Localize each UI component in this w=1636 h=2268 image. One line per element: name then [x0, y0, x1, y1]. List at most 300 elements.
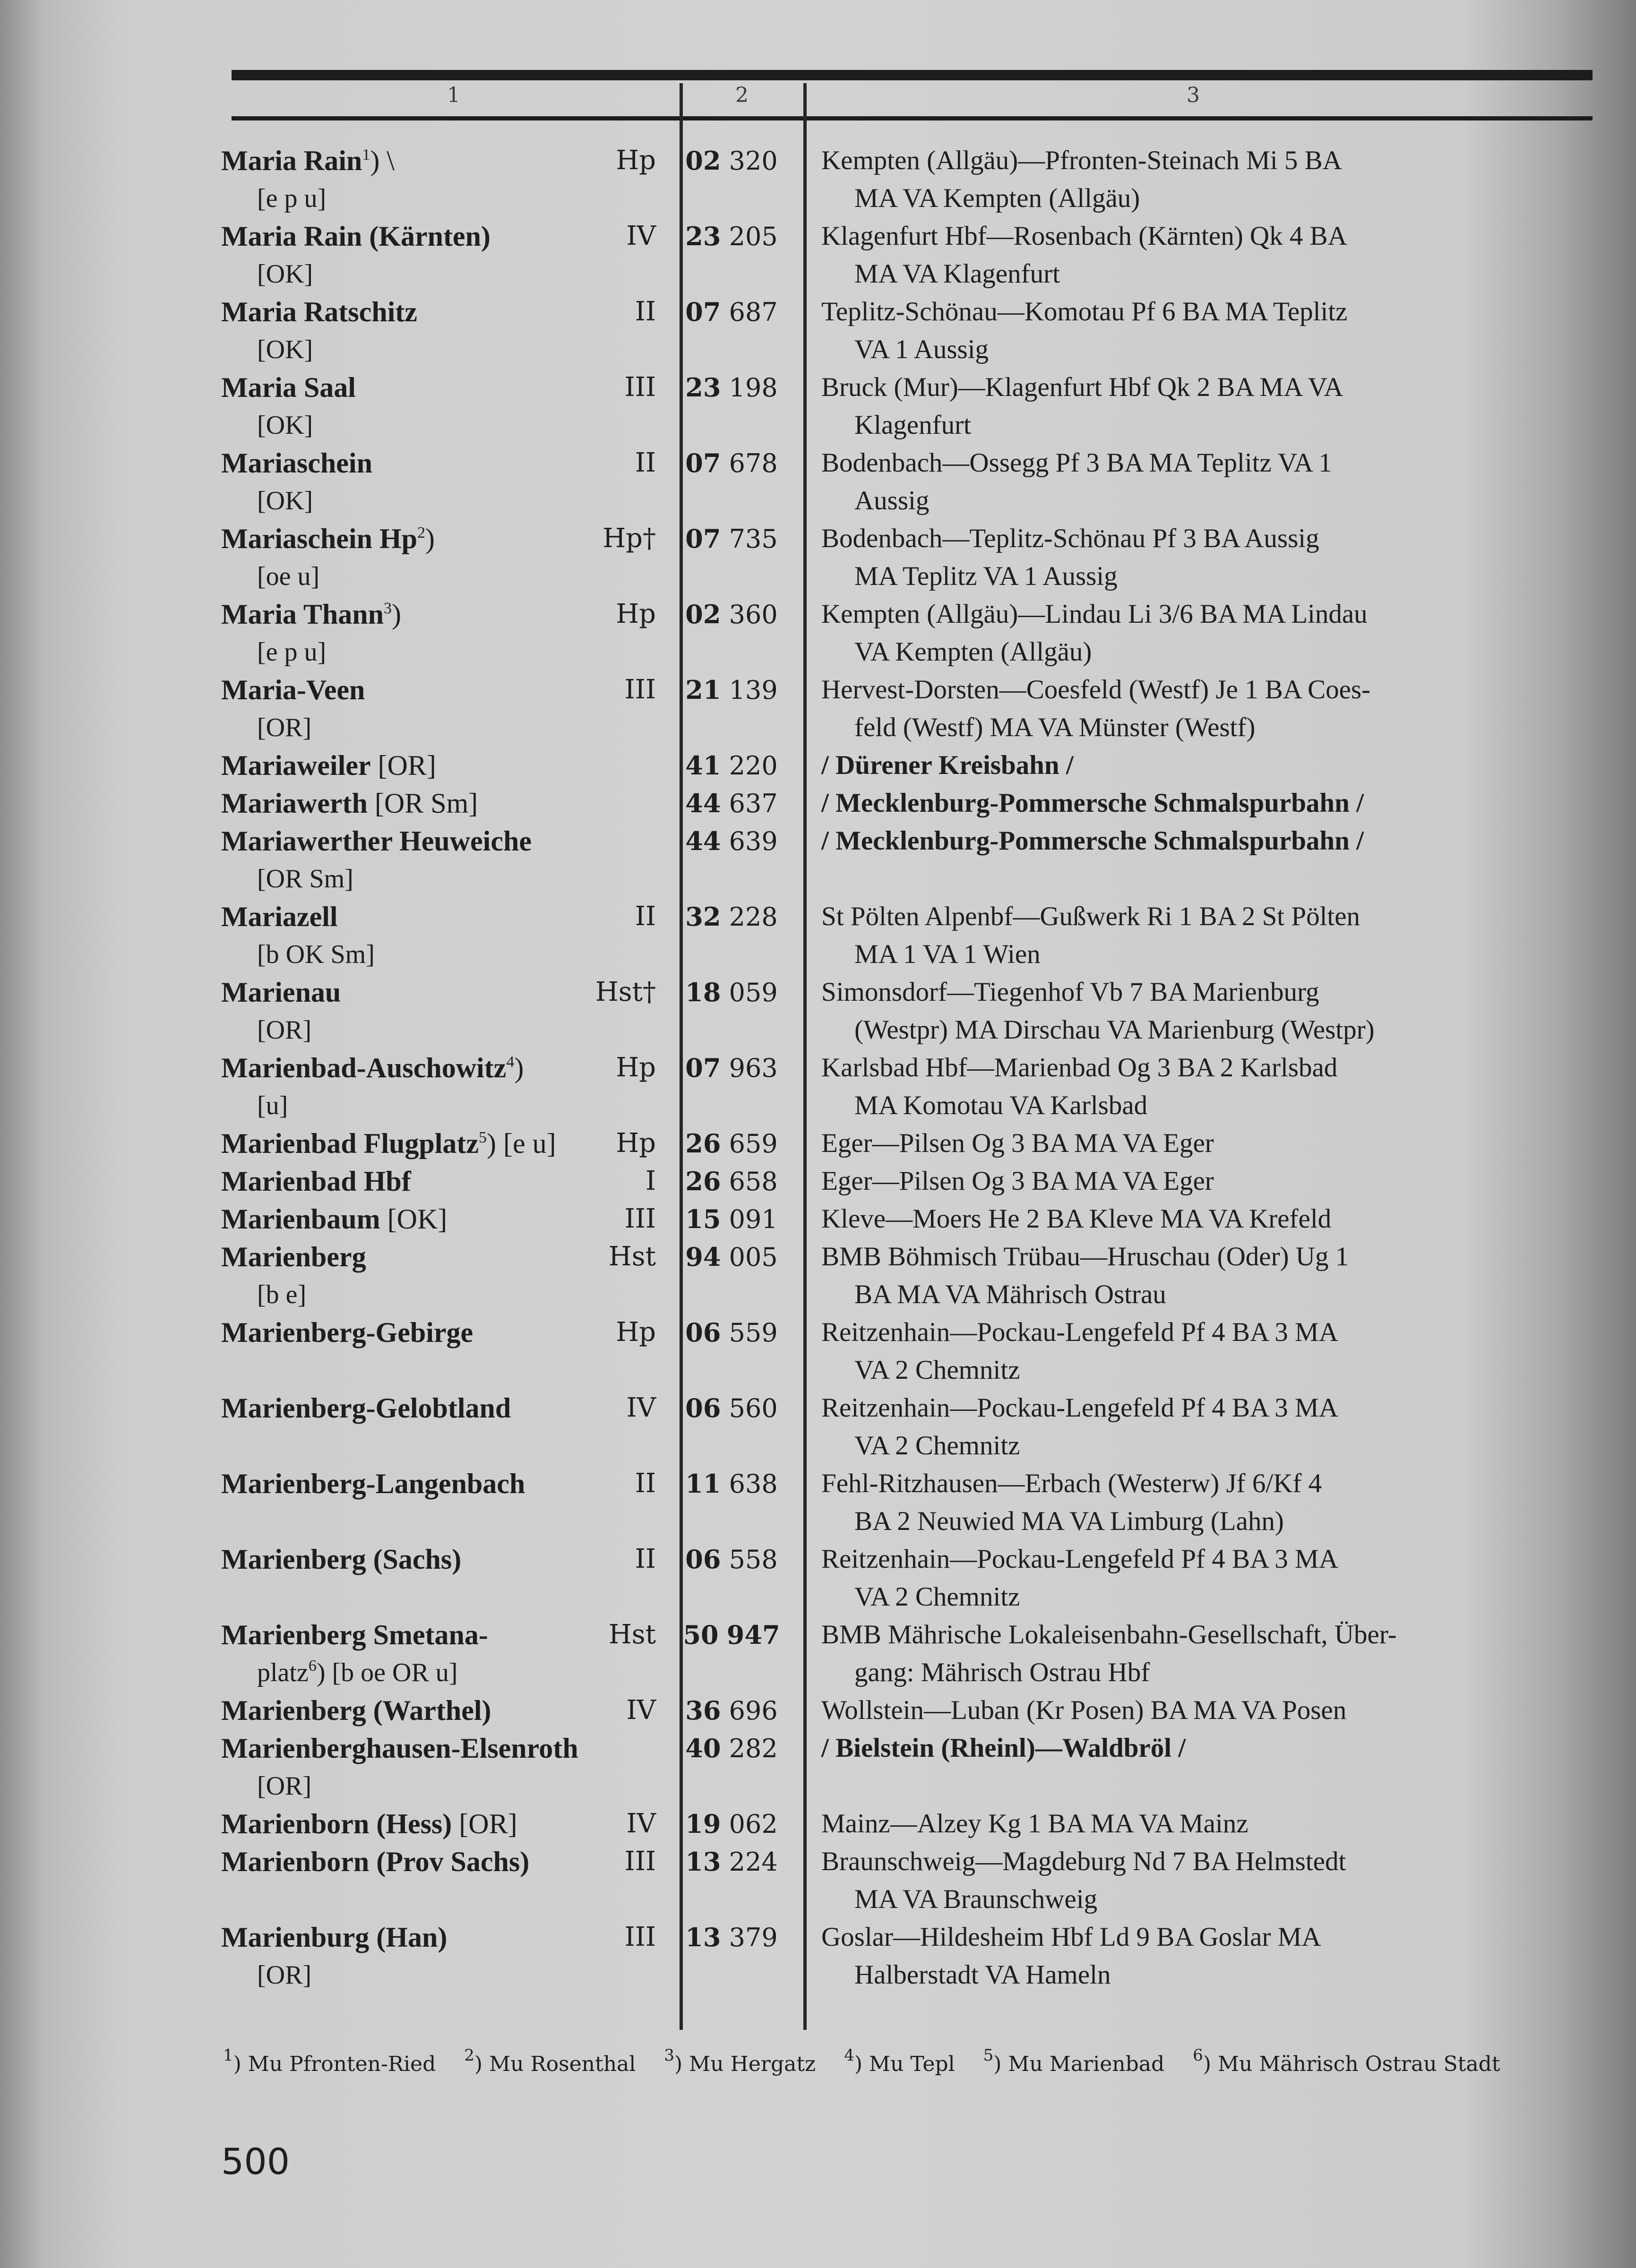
route-cell: [798, 369, 1563, 444]
table-row: [221, 1238, 1563, 1314]
route-text: Simonsdorf—Tiegenhof Vb 7 BA Marienburg: [821, 977, 1319, 1007]
route-text: Karlsbad Hbf—Marienbad Og 3 BA 2 Karlsbad: [821, 1053, 1338, 1082]
station-number-prefix: 06: [685, 1317, 721, 1348]
route-text: BMB Böhmisch Trübau—Hruschau (Oder) Ug 1: [821, 1242, 1349, 1271]
station-number-suffix: 198: [729, 373, 778, 403]
station-name-cell: [221, 1918, 533, 1994]
station-class: Hp: [616, 145, 656, 176]
station-name: [221, 1125, 556, 1162]
station-number: [665, 1729, 798, 1805]
station-name-text: Marienau: [221, 977, 341, 1008]
station-number: [665, 1843, 798, 1918]
table-row: [221, 1200, 1563, 1238]
station-number: [665, 1616, 798, 1692]
table-top-rule: [232, 70, 1593, 80]
station-name-cell: [221, 1049, 533, 1125]
route-cell: [798, 444, 1563, 520]
station-class: III: [624, 1203, 656, 1234]
table-row: [221, 1805, 1563, 1843]
station-number: [665, 822, 798, 898]
station-subline: [221, 482, 533, 520]
station-name-text: Maria Thann: [221, 599, 384, 630]
route-text-continued: gang: Mährisch Ostrau Hbf: [854, 1658, 1150, 1687]
route-text-continued: VA 1 Aussig: [854, 335, 989, 364]
route-text-continued: MA VA Kempten (Allgäu): [854, 183, 1140, 213]
station-name-text: Marienbad Hbf: [221, 1166, 411, 1197]
table-row: [221, 747, 1563, 784]
station-class: II: [635, 1468, 656, 1499]
footnote-mark: 1: [223, 2046, 233, 2065]
route-text-continued: BA MA VA Mährisch Ostrau: [854, 1280, 1166, 1309]
station-name-cell: [221, 1616, 533, 1692]
station-number-prefix: 07: [685, 1053, 721, 1083]
station-table: [221, 142, 1563, 1994]
route-text-continued: Halberstadt VA Hameln: [854, 1960, 1111, 1990]
station-number-prefix: 06: [685, 1393, 721, 1423]
footnote-paren: ): [1203, 2052, 1218, 2076]
table-row: [221, 1389, 1563, 1465]
station-number-prefix: 06: [685, 1544, 721, 1574]
station-name-cell: [221, 898, 533, 973]
route-cell: [798, 973, 1563, 1049]
route-text-continued: VA 2 Chemnitz: [854, 1582, 1020, 1612]
station-number: [665, 747, 798, 784]
station-number-suffix: 687: [729, 297, 778, 327]
route-text: Eger—Pilsen Og 3 BA MA VA Eger: [821, 1166, 1214, 1196]
station-number-suffix: 638: [729, 1469, 778, 1499]
station-class: IV: [626, 1392, 656, 1423]
station-subline-text: [oe u]: [257, 562, 320, 591]
station-name: [221, 217, 533, 255]
table-row: [221, 1540, 1563, 1616]
footnote-paren: ): [514, 1052, 524, 1083]
station-name-cell: [221, 293, 533, 369]
station-name-cell: [221, 1843, 533, 1918]
station-number-suffix: 282: [729, 1734, 778, 1763]
station-class: II: [635, 296, 656, 327]
station-class: Hst: [608, 1241, 656, 1272]
column-header-2: 2: [735, 83, 749, 107]
station-number-prefix: 02: [685, 146, 721, 176]
route-cell: [798, 293, 1563, 369]
station-class: Hp: [616, 1317, 656, 1348]
footnote: [983, 2046, 1165, 2076]
footnote-mark: 2: [464, 2046, 474, 2065]
route-cell: [798, 1162, 1563, 1200]
station-name-text: Marienberg: [221, 1241, 366, 1272]
station-number-suffix: 659: [729, 1129, 778, 1159]
station-number-prefix: 07: [685, 524, 721, 554]
footnote-ref: 1: [362, 146, 370, 163]
station-subline-text: [b OK Sm]: [257, 940, 375, 969]
station-number-prefix: 11: [685, 1469, 721, 1499]
station-number-prefix: 41: [685, 750, 721, 781]
station-class: Hst: [608, 1619, 656, 1650]
station-number-suffix: 637: [729, 789, 778, 818]
route-text: Klagenfurt Hbf—Rosenbach (Kärnten) Qk 4 BA: [821, 221, 1347, 251]
station-class: [533, 822, 665, 898]
station-class: Hp: [616, 1052, 656, 1083]
station-name-text: Maria Rain (Kärnten): [221, 221, 491, 252]
station-number: [665, 1200, 798, 1238]
footnote: [1193, 2046, 1500, 2076]
station-name-text: Marienberg Smetana-: [221, 1619, 488, 1650]
route-text: Bodenbach—Ossegg Pf 3 BA MA Teplitz VA 1: [821, 448, 1332, 478]
station-number-prefix: 36: [685, 1695, 721, 1726]
station-number-prefix: 23: [685, 221, 721, 251]
station-name: [221, 1918, 533, 1956]
station-name: [221, 520, 533, 558]
station-class: III: [624, 1922, 656, 1952]
station-number-suffix: 228: [729, 902, 778, 932]
station-subline-text: [u]: [257, 1091, 288, 1120]
station-name: [221, 1692, 533, 1729]
station-name-text: Marienberg (Sachs): [221, 1544, 462, 1575]
station-number-suffix: 658: [729, 1167, 778, 1196]
footnote-paren: ): [391, 599, 401, 630]
footnote-mark: 4: [844, 2046, 854, 2065]
station-number-prefix: 21: [685, 675, 721, 705]
station-class: IV: [626, 221, 656, 251]
route-text: Reitzenhain—Pockau-Lengefeld Pf 4 BA 3 MA: [821, 1317, 1338, 1347]
station-name-cell: [221, 822, 533, 898]
station-tag: [OR Sm]: [367, 788, 478, 819]
route-cell: [798, 1918, 1563, 1994]
station-subline-text: [e p u]: [257, 637, 327, 667]
station-class: [533, 747, 665, 784]
route-cell: [798, 1200, 1563, 1238]
station-class: Hp†: [603, 523, 656, 554]
station-name-cell: [221, 747, 533, 784]
station-number: [665, 217, 798, 293]
route-text: / Bielstein (Rheinl)—Waldbröl /: [821, 1733, 1186, 1763]
footnote-paren: ): [993, 2052, 1008, 2076]
route-text: Bruck (Mur)—Klagenfurt Hbf Qk 2 BA MA VA: [821, 372, 1343, 402]
station-class: Hp: [616, 599, 656, 629]
station-name: [221, 1729, 578, 1767]
station-name: [221, 1465, 533, 1503]
station-name-text: Maria Rain: [221, 145, 362, 176]
station-number: [665, 1389, 798, 1465]
table-row: [221, 293, 1563, 369]
station-name-cell: [221, 1465, 533, 1540]
station-name: [221, 1314, 533, 1351]
station-number: [665, 142, 798, 217]
station-number: [665, 520, 798, 595]
footnote-text: Mu Rosenthal: [489, 2052, 636, 2076]
station-number-suffix: 678: [729, 448, 778, 478]
route-text-continued: MA VA Braunschweig: [854, 1884, 1098, 1914]
station-name-text: Marienborn (Hess): [221, 1808, 452, 1839]
station-name-cell: [221, 1540, 533, 1616]
route-text-continued: feld (Westf) MA VA Münster (Westf): [854, 713, 1256, 742]
station-number-prefix: 15: [685, 1204, 721, 1234]
route-text-continued: MA Komotau VA Karlsbad: [854, 1091, 1148, 1120]
footnote-paren: ): [474, 2052, 490, 2076]
station-subline-text: [OR]: [257, 1960, 312, 1990]
station-class: II: [635, 901, 656, 932]
table-row: [221, 1616, 1563, 1692]
station-number: [665, 898, 798, 973]
route-text: / Mecklenburg-Pommersche Schmalspurbahn /: [821, 826, 1364, 856]
station-number-prefix: 18: [685, 977, 721, 1007]
station-number: [665, 293, 798, 369]
station-name-text: Mariawerth: [221, 788, 368, 819]
station-number-prefix: 19: [685, 1809, 721, 1839]
table-row: [221, 142, 1563, 217]
route-text: Reitzenhain—Pockau-Lengefeld Pf 4 BA 3 MA: [821, 1393, 1338, 1423]
station-name-text: Mariawerther Heuweiche: [221, 825, 532, 857]
station-subline: [221, 1767, 533, 1805]
station-subline-text: [OK]: [257, 335, 313, 364]
footnote-paren: ): [854, 2052, 870, 2076]
station-subline-text: [OK]: [257, 411, 313, 440]
station-number: [665, 595, 798, 671]
route-cell: [798, 747, 1563, 784]
station-name-cell: [221, 1692, 533, 1729]
station-number-suffix: 558: [729, 1545, 778, 1574]
footnote: [223, 2046, 436, 2076]
station-name-text: Marienbad-Auschowitz: [221, 1052, 507, 1083]
station-subline-text: [OR]: [257, 713, 312, 742]
route-cell: [798, 784, 1563, 822]
station-name: [221, 747, 533, 784]
station-number-suffix: 947: [726, 1620, 780, 1650]
footnote-paren: ): [233, 2052, 248, 2076]
station-number-prefix: 07: [685, 448, 721, 478]
station-class: III: [624, 372, 656, 403]
station-name-text: Mariazell: [221, 901, 338, 932]
station-name-cell: [221, 1238, 533, 1314]
station-subline: [221, 331, 533, 369]
station-subline: [221, 180, 533, 217]
station-name: [221, 1162, 533, 1200]
station-number-suffix: 139: [729, 675, 778, 705]
table-row: [221, 595, 1563, 671]
table-row: [221, 1843, 1563, 1918]
station-number: [665, 1805, 798, 1843]
station-name: [221, 671, 533, 709]
station-number: [665, 671, 798, 747]
table-row: [221, 369, 1563, 444]
station-number-prefix: 32: [685, 902, 721, 932]
station-name-cell: [221, 671, 533, 747]
station-number: [665, 444, 798, 520]
station-number-suffix: 224: [729, 1847, 778, 1877]
station-name-text: Marienberg-Langenbach: [221, 1468, 525, 1499]
station-class: II: [635, 447, 656, 478]
route-text-continued: BA 2 Neuwied MA VA Limburg (Lahn): [854, 1506, 1284, 1536]
route-cell: [798, 898, 1563, 973]
station-name-cell: [221, 1125, 556, 1162]
station-number-prefix: 44: [685, 788, 721, 818]
station-name: [221, 784, 533, 822]
footnote-mark: 3: [664, 2046, 674, 2065]
route-text: / Mecklenburg-Pommersche Schmalspurbahn /: [821, 788, 1364, 818]
station-number-suffix: 379: [729, 1923, 778, 1952]
station-number-suffix: 559: [729, 1318, 778, 1348]
station-class: Hp: [616, 1128, 656, 1159]
table-row: [221, 1465, 1563, 1540]
station-number: [665, 1918, 798, 1994]
route-cell: [798, 1616, 1563, 1692]
route-text: Kleve—Moers He 2 BA Kleve MA VA Krefeld: [821, 1204, 1332, 1234]
table-row: [221, 784, 1563, 822]
station-subline: [221, 406, 533, 444]
station-number: [665, 784, 798, 822]
station-name-text: Marienberghausen-Elsenroth: [221, 1733, 578, 1764]
station-number-suffix: 963: [729, 1053, 778, 1083]
station-class: III: [624, 674, 656, 705]
footnote-paren: ): [425, 523, 435, 554]
route-cell: [798, 520, 1563, 595]
station-number: [665, 1540, 798, 1616]
route-cell: [798, 217, 1563, 293]
station-number: [665, 369, 798, 444]
route-text: Braunschweig—Magdeburg Nd 7 BA Helmstedt: [821, 1847, 1346, 1876]
station-number-suffix: 639: [729, 826, 778, 856]
station-subline-text: [OR]: [257, 1771, 312, 1801]
station-number-suffix: 091: [729, 1204, 778, 1234]
footnote-paren: ): [370, 145, 380, 176]
footnote: [844, 2046, 955, 2076]
route-cell: [798, 142, 1563, 217]
route-text: Goslar—Hildesheim Hbf Ld 9 BA Goslar MA: [821, 1922, 1321, 1952]
station-name: [221, 822, 533, 860]
route-cell: [798, 1805, 1563, 1843]
station-number-suffix: 059: [729, 978, 778, 1007]
station-number: [665, 1162, 798, 1200]
station-tag: [e u]: [496, 1128, 556, 1159]
station-name-cell: [221, 369, 533, 444]
station-number: [665, 973, 798, 1049]
station-class: I: [645, 1166, 656, 1196]
footnote-mark: 5: [983, 2046, 994, 2065]
table-row: [221, 1125, 1563, 1162]
footnote-text: Mu Tepl: [869, 2052, 955, 2076]
route-text: BMB Mährische Lokaleisenbahn-Gesellschaft, Über-: [821, 1620, 1397, 1649]
station-number: [665, 1049, 798, 1125]
station-name-text: Mariaschein: [221, 447, 372, 479]
station-number-prefix: 50: [683, 1620, 719, 1650]
station-name-cell: [221, 1162, 533, 1200]
station-class: II: [635, 1544, 656, 1574]
route-text: Eger—Pilsen Og 3 BA MA VA Eger: [821, 1128, 1214, 1158]
route-text-continued: VA Kempten (Allgäu): [854, 637, 1092, 667]
page-number: 500: [221, 2140, 290, 2182]
table-row: [221, 1314, 1563, 1389]
station-number-suffix: 360: [729, 600, 778, 629]
table-row: [221, 1918, 1563, 1994]
footnote-mark: 6: [1193, 2046, 1203, 2065]
route-text-continued: MA 1 VA 1 Wien: [854, 939, 1041, 969]
footnote-ref: 5: [479, 1129, 487, 1146]
station-subline-text: [e p u]: [257, 184, 327, 213]
station-number: [665, 1692, 798, 1729]
station-number-prefix: 07: [685, 297, 721, 327]
station-number-prefix: 26: [685, 1166, 721, 1196]
station-name-text: Maria Ratschitz: [221, 296, 417, 327]
route-text: Fehl-Ritzhausen—Erbach (Westerw) Jf 6/Kf 4: [821, 1469, 1322, 1498]
footnote-text: Mu Pfronten-Ried: [248, 2052, 436, 2076]
station-name-text: Marienbad Flugplatz: [221, 1128, 479, 1159]
station-tag: [b oe OR u]: [325, 1658, 458, 1687]
station-subline: [221, 633, 533, 671]
footnotes: [223, 2046, 1593, 2078]
footnote-text: Mu Hergatz: [689, 2052, 816, 2076]
route-text: Mainz—Alzey Kg 1 BA MA VA Mainz: [821, 1809, 1249, 1838]
column-header-1: 1: [447, 83, 460, 107]
route-text: / Dürener Kreisbahn /: [821, 750, 1074, 780]
station-subline: [221, 1956, 533, 1994]
route-cell: [798, 1125, 1563, 1162]
footnote-paren: ): [487, 1128, 496, 1159]
table-row: [221, 671, 1563, 747]
station-number-prefix: 13: [685, 1922, 721, 1952]
table-row: [221, 1692, 1563, 1729]
route-text: Kempten (Allgäu)—Lindau Li 3/6 BA MA Lindau: [821, 599, 1368, 629]
route-text-continued: MA Teplitz VA 1 Aussig: [854, 561, 1118, 591]
station-class: Hst†: [595, 977, 656, 1007]
route-text-continued: VA 2 Chemnitz: [854, 1355, 1020, 1385]
station-name: [221, 1238, 533, 1276]
table-row: [221, 520, 1563, 595]
station-number-suffix: 205: [729, 222, 778, 251]
station-class: III: [624, 1846, 656, 1877]
station-subline: [221, 709, 533, 747]
station-name: [221, 1389, 533, 1427]
table-row: [221, 822, 1563, 898]
station-subline: [221, 860, 533, 898]
station-name: [221, 444, 533, 482]
station-name-cell: [221, 595, 533, 671]
station-name-text: Marienbaum: [221, 1203, 380, 1235]
footnote: [464, 2046, 636, 2076]
station-name-cell: [221, 520, 533, 595]
route-text: Kempten (Allgäu)—Pfronten-Steinach Mi 5 BA: [821, 146, 1342, 175]
station-tag: \: [379, 145, 395, 176]
station-class: IV: [626, 1808, 656, 1839]
station-name-text: Marienberg-Gebirge: [221, 1317, 474, 1348]
station-name: [221, 1616, 533, 1654]
station-name: [221, 898, 533, 936]
station-class: IV: [626, 1695, 656, 1726]
route-text: Wollstein—Luban (Kr Posen) BA MA VA Posen: [821, 1695, 1347, 1725]
table-row: [221, 1729, 1563, 1805]
route-text-continued: MA VA Klagenfurt: [854, 259, 1060, 289]
station-subline: [221, 1087, 533, 1125]
station-tag: [OR]: [370, 750, 436, 781]
station-number-prefix: 13: [685, 1847, 721, 1877]
station-subline-text: [OR]: [257, 1015, 312, 1045]
station-number-prefix: 23: [685, 372, 721, 403]
route-cell: [798, 822, 1563, 898]
station-name-cell: [221, 973, 533, 1049]
station-subline-text: [OR Sm]: [257, 864, 353, 893]
station-number-suffix: 735: [729, 524, 778, 554]
route-text: Reitzenhain—Pockau-Lengefeld Pf 4 BA 3 MA: [821, 1544, 1338, 1574]
station-number: [665, 1125, 798, 1162]
station-number: [665, 1314, 798, 1389]
station-name-text: Maria-Veen: [221, 674, 365, 705]
station-number-prefix: 44: [685, 826, 721, 856]
route-cell: [798, 1389, 1563, 1465]
station-number-suffix: 320: [729, 146, 778, 176]
station-name-cell: [221, 1200, 533, 1238]
station-number-suffix: 220: [729, 751, 778, 781]
station-number-prefix: 02: [685, 599, 721, 629]
station-name-cell: [221, 444, 533, 520]
